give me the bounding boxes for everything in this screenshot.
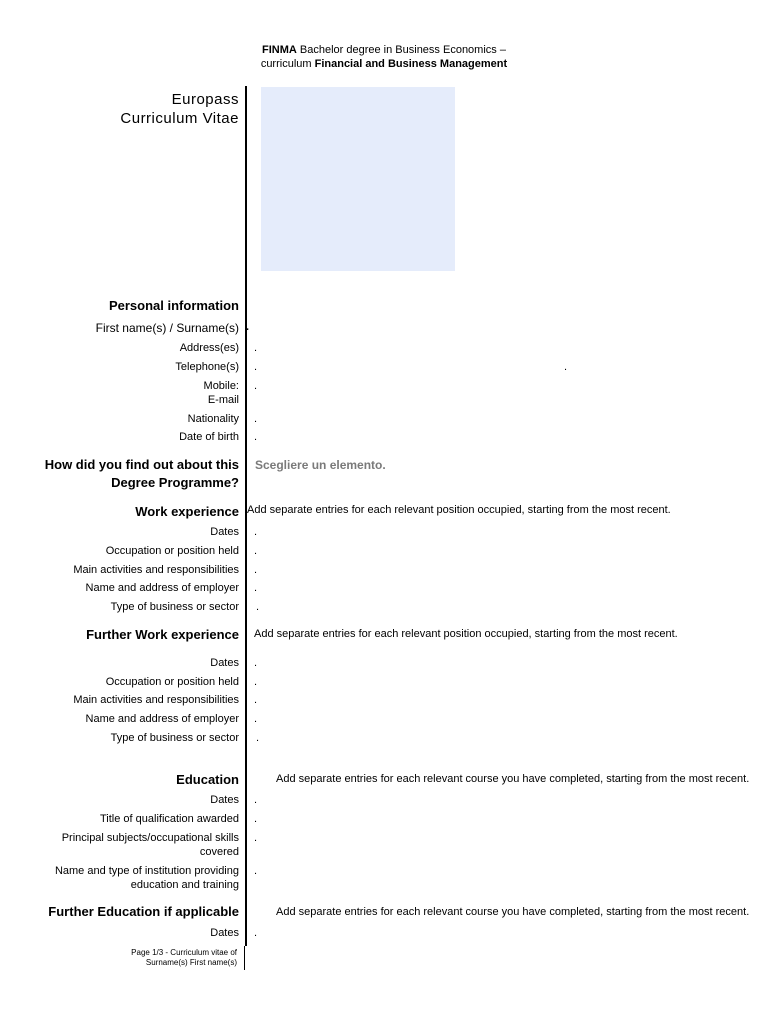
further-work-note: Add separate entries for each relevant position occupied, starting from the most recent. (254, 628, 678, 640)
work-dates-label: Dates (210, 526, 239, 538)
telephone-field[interactable]: . (254, 361, 258, 373)
work-activities-field[interactable]: . (254, 564, 258, 576)
education-heading: Education (176, 772, 239, 787)
header-programme-code: FINMA (262, 44, 297, 56)
further-work-employer-label: Name and address of employer (85, 713, 239, 725)
nationality-field[interactable]: . (254, 413, 258, 425)
work-employer-field[interactable]: . (254, 582, 258, 594)
further-work-occupation-field[interactable]: . (254, 676, 258, 688)
education-institution-label: Name and type of institution providing (54, 865, 239, 877)
education-subjects-label-cont: covered (199, 846, 239, 858)
work-sector-label: Type of business or sector (110, 601, 239, 613)
further-work-employer-field[interactable]: . (254, 713, 258, 725)
document-header-line1 (0, 43, 768, 57)
further-education-dates-field[interactable]: . (254, 927, 258, 939)
education-institution-label-cont: education and training (130, 879, 239, 891)
nationality-label: Nationality (187, 413, 239, 425)
document-header-line2 (0, 57, 768, 71)
footer-page-line2: Surname(s) First name(s) (145, 958, 237, 967)
education-dates-label: Dates (210, 794, 239, 806)
further-work-sector-field[interactable]: . (256, 732, 260, 744)
personal-info-heading: Personal information (108, 298, 239, 313)
telephone-label: Telephone(s) (175, 361, 239, 373)
further-work-occupation-label: Occupation or position held (105, 676, 239, 688)
education-institution-field[interactable]: . (254, 865, 258, 877)
education-subjects-label: Principal subjects/occupational skills (61, 832, 239, 844)
dob-field[interactable]: . (254, 431, 258, 443)
cv-title-line2: Curriculum Vitae (120, 110, 239, 127)
header-degree-text: Bachelor degree in Business Economics – (296, 44, 506, 56)
header-curriculum-text: curriculum (260, 58, 315, 70)
footer-page-line1: Page 1/3 - Curriculum vitae of (131, 948, 237, 957)
further-work-heading: Further Work experience (86, 627, 239, 642)
work-note: Add separate entries for each relevant position occupied, starting from the most recent. (247, 504, 671, 516)
work-employer-label: Name and address of employer (85, 582, 239, 594)
work-heading: Work experience (135, 504, 239, 519)
education-note: Add separate entries for each relevant course you have completed, starting from the most recent. (276, 773, 750, 785)
further-work-activities-label: Main activities and responsibilities (73, 694, 239, 706)
work-activities-label: Main activities and responsibilities (73, 564, 239, 576)
photo-placeholder[interactable] (261, 87, 455, 271)
further-education-heading: Further Education if applicable (48, 904, 239, 919)
work-occupation-field[interactable]: . (254, 545, 258, 557)
further-work-sector-label: Type of business or sector (110, 732, 239, 744)
address-label: Address(es) (179, 342, 239, 354)
education-qualification-label: Title of qualification awarded (99, 813, 239, 825)
work-dates-field[interactable]: . (254, 526, 258, 538)
dob-label: Date of birth (179, 431, 239, 443)
further-work-activities-field[interactable]: . (254, 694, 258, 706)
further-work-dates-field[interactable]: . (254, 657, 258, 669)
education-qualification-field[interactable]: . (254, 813, 258, 825)
name-label: First name(s) / Surname(s) (95, 321, 239, 335)
how-found-select[interactable]: Scegliere un elemento. (255, 458, 386, 472)
cv-title-line1: Europass (171, 91, 239, 108)
education-subjects-field[interactable]: . (254, 832, 258, 844)
work-sector-field[interactable]: . (256, 601, 260, 613)
work-occupation-label: Occupation or position held (105, 545, 239, 557)
header-curriculum-name: Financial and Business Management (314, 58, 508, 70)
address-field[interactable]: . (254, 342, 258, 354)
how-found-heading-line1: How did you find out about this (44, 457, 239, 472)
email-label: E-mail (207, 394, 239, 406)
how-found-heading-line2: Degree Programme? (111, 475, 239, 490)
further-work-dates-label: Dates (210, 657, 239, 669)
education-dates-field[interactable]: . (254, 794, 258, 806)
further-education-note: Add separate entries for each relevant course you have completed, starting from the most recent. (276, 906, 750, 918)
telephone-field-2[interactable]: . (564, 361, 568, 373)
name-field[interactable]: . (246, 321, 250, 333)
mobile-field[interactable]: . (254, 380, 258, 392)
mobile-label: Mobile: (203, 380, 239, 392)
further-education-dates-label: Dates (210, 927, 239, 939)
footer-divider (244, 946, 245, 970)
